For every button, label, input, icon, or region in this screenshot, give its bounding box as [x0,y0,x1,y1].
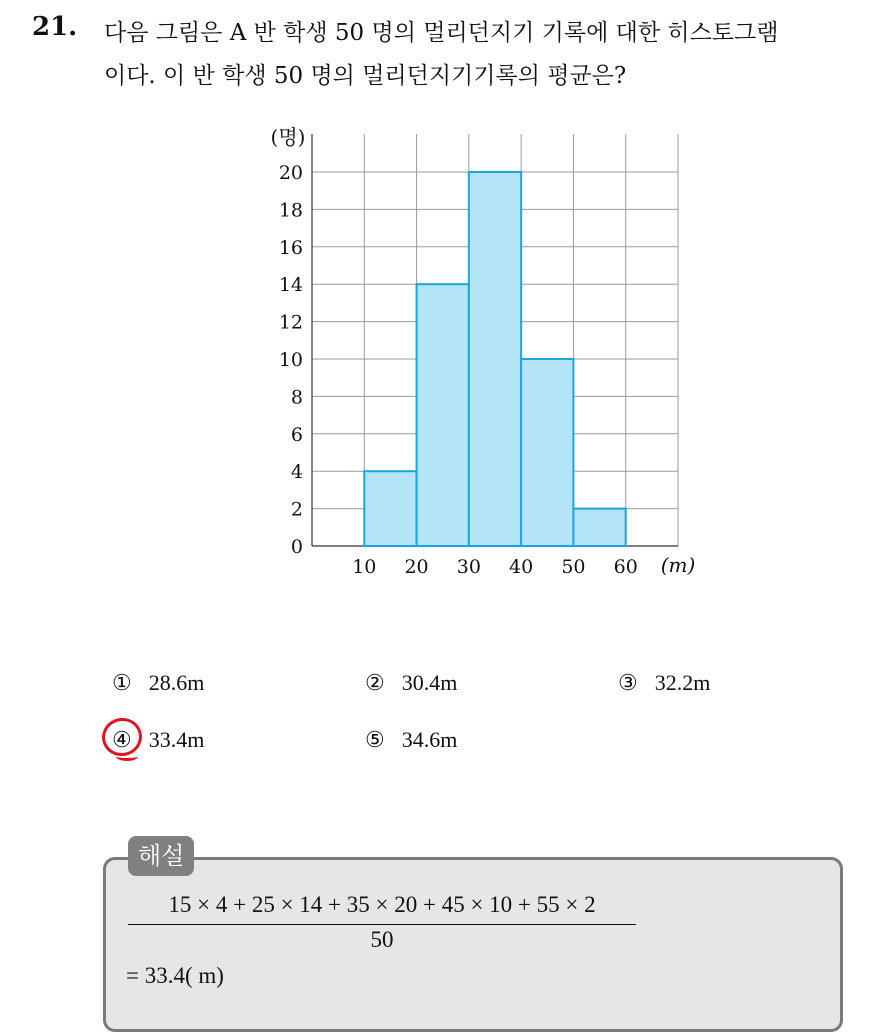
question-text-line-1: 다음 그림은 A 반 학생 50 명의 멀리던지기 기록에 대한 히스토그램 [104,20,779,46]
y-tick-label: 12 [278,311,303,334]
histogram-bar [417,284,469,546]
fraction-denominator: 50 [370,927,394,952]
choice-3[interactable] [618,670,710,696]
y-tick-label: 8 [290,386,303,409]
solution-result: = 33.4( m) [126,963,224,988]
choice-5[interactable] [365,727,457,753]
solution-tag: 해설 [128,836,194,876]
y-tick-label: 14 [278,274,303,297]
question-text-line-2: 이다. 이 반 학생 50 명의 멀리던지기기록의 평균은? [104,63,627,89]
y-tick-label: 2 [290,498,303,521]
x-tick-label: 30 [456,556,481,578]
choice-mark: ③ [618,671,638,696]
choice-1[interactable] [112,670,204,696]
histogram-bar [521,359,573,546]
y-tick-label: 16 [278,236,303,259]
choice-label: 34.6m [401,727,458,752]
histogram-bar [573,509,625,546]
y-tick-label: 4 [290,461,303,484]
choice-2[interactable] [365,670,457,696]
y-tick-label: 6 [290,423,303,446]
y-tick-label: 0 [290,536,303,558]
choice-label: 28.6m [148,670,205,695]
y-tick-label: 10 [278,349,303,371]
choice-mark: ④ [112,728,132,753]
fraction-numerator: 15 × 4 + 25 × 14 + 35 × 20 + 45 × 10 + 55 × 2 [128,892,636,925]
choice-mark: ⑤ [365,728,385,753]
x-tick-label: 60 [613,556,638,578]
choice-label: 33.4m [148,727,205,752]
histogram-bar [364,471,416,546]
x-tick-label: 10 [352,556,377,578]
question-number: 21. [32,12,78,42]
histogram-bar [469,172,521,546]
y-axis-label: (명) [270,125,306,149]
x-axis-label: (m) [660,553,696,577]
choice-label: 32.2m [654,670,711,695]
y-tick-label: 18 [278,199,303,222]
y-tick-label: 20 [278,162,303,184]
choice-mark: ② [365,671,385,696]
answer-circle-tail [116,752,138,761]
solution-fraction [128,892,636,953]
choice-mark: ① [112,671,132,696]
x-tick-label: 20 [404,556,429,578]
choice-label: 30.4m [401,670,458,695]
x-tick-label: 40 [509,556,534,578]
x-tick-label: 50 [561,556,586,578]
